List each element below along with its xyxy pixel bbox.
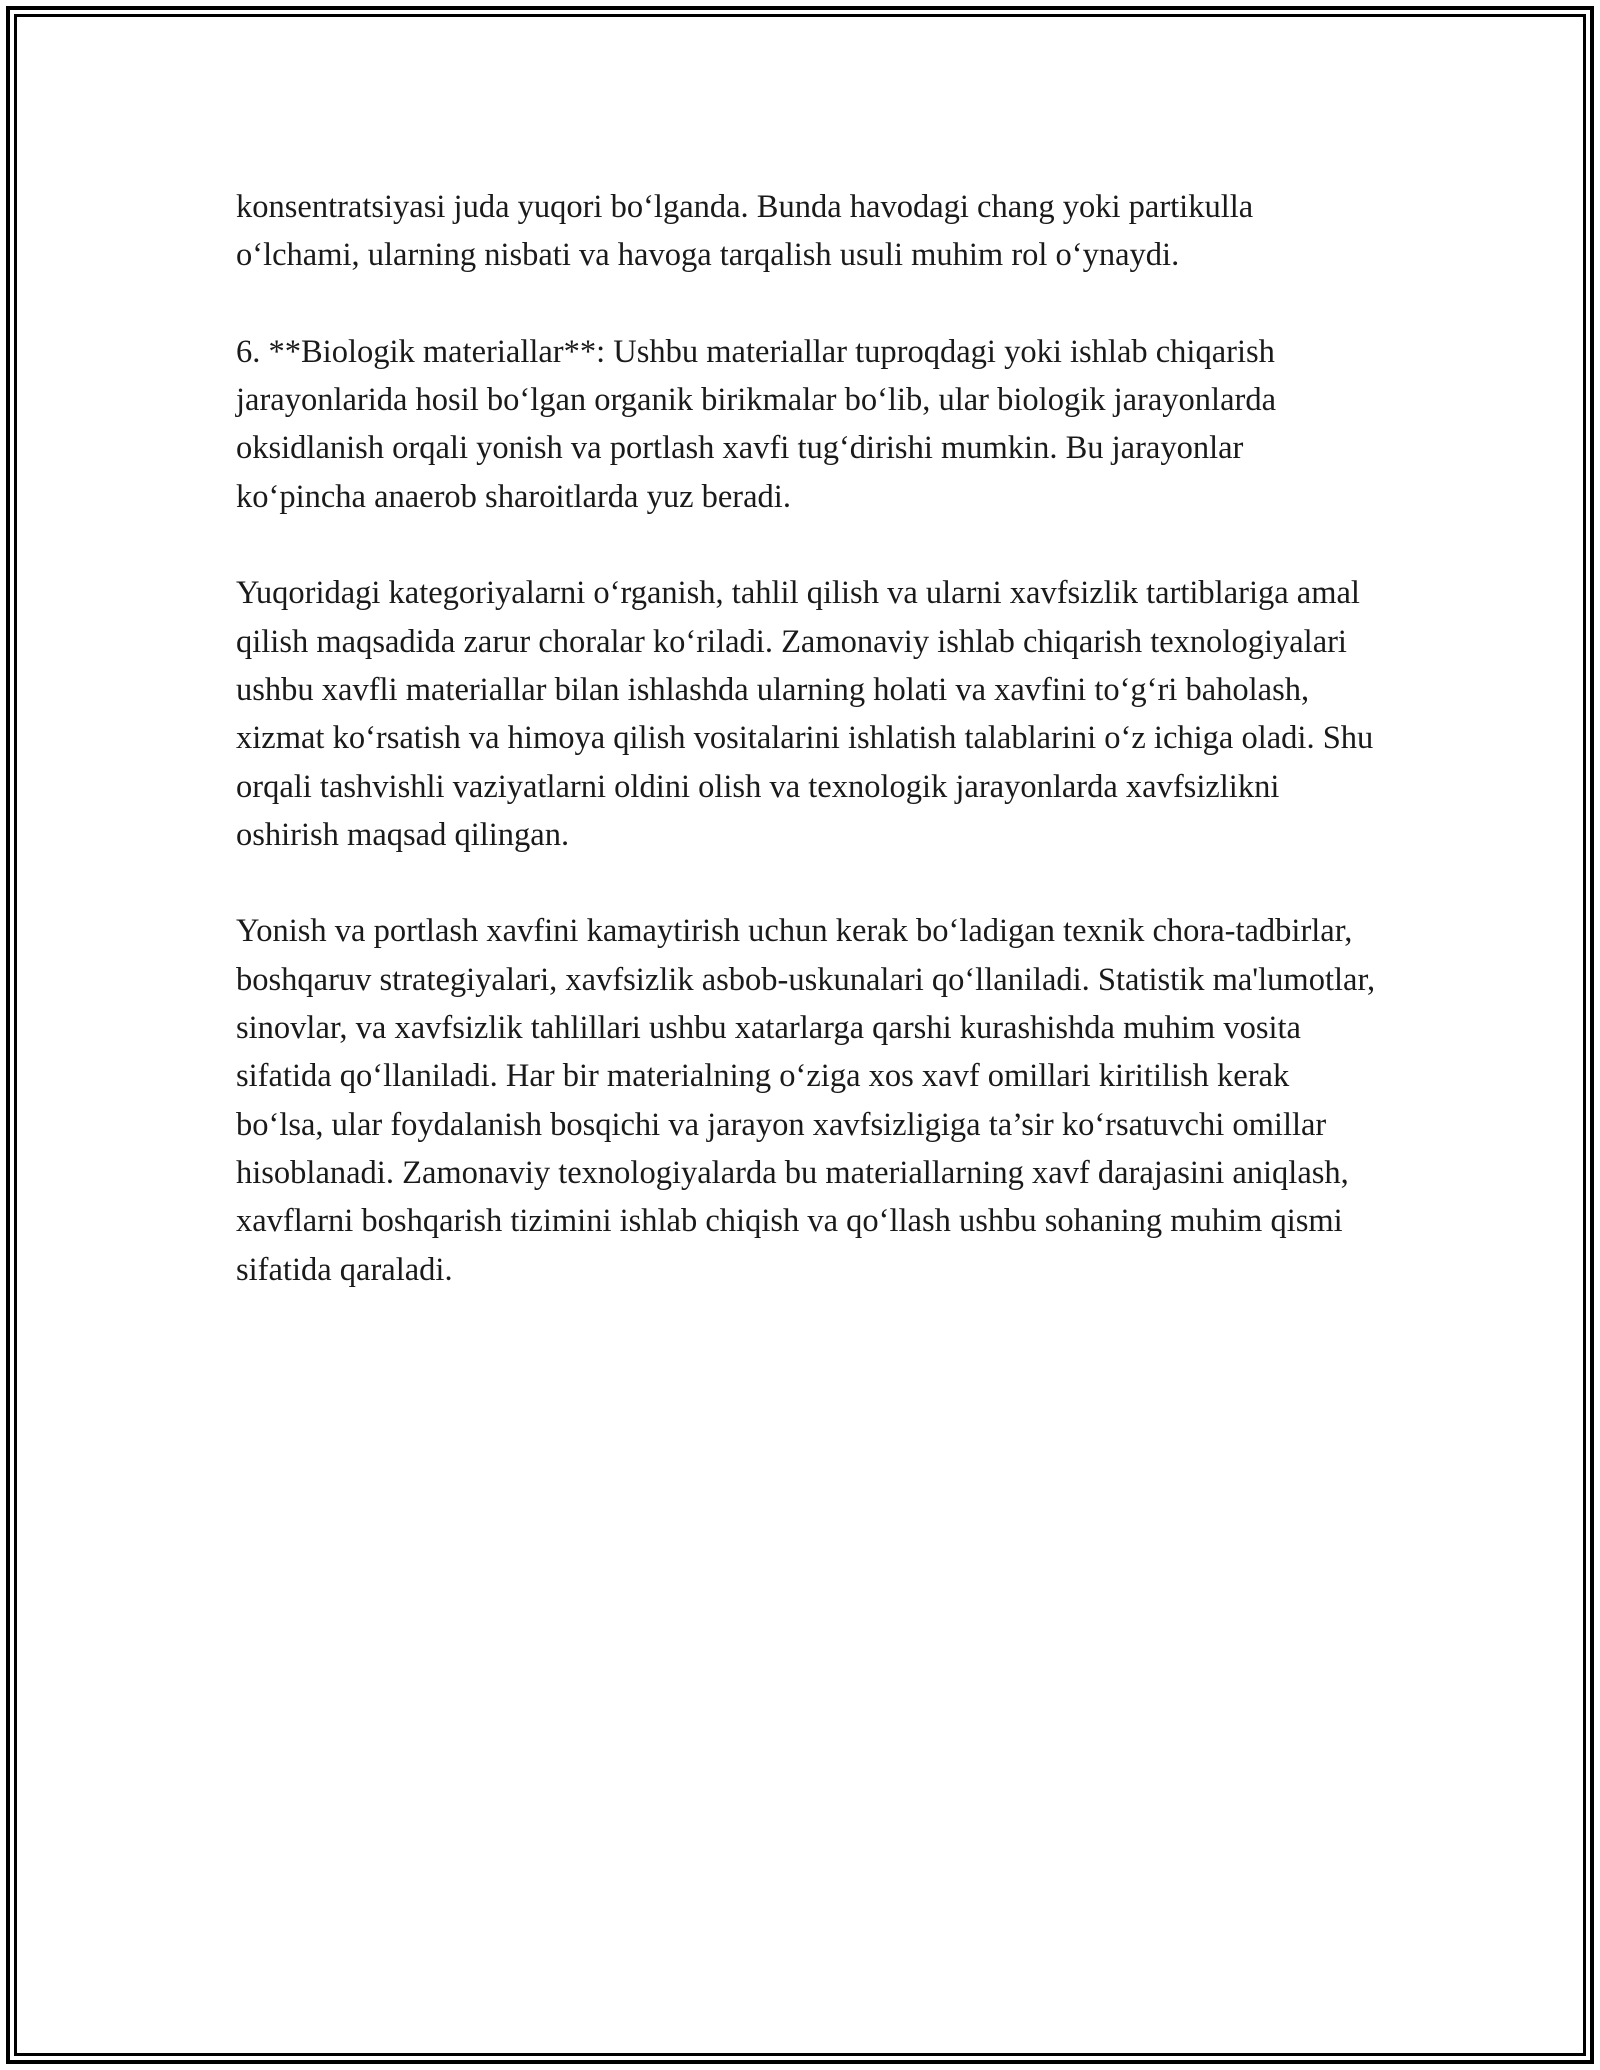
document-body <box>236 183 1376 1294</box>
paragraph-category-analysis: Yuqoridagi kategoriyalarni o‘rganish, tahlil qilish va ularni xavfsizlik tartiblariga amal qilish maqsadida zarur choralar ko‘riladi. Zamonaviy ishlab chiqarish texnologiyalari ushbu xavfli materiallar bilan ishlashda ularning holati va xavfini to‘g‘ri baholash, xizmat ko‘rsatish va himoya qilish vositalarini ishlatish talablarini o‘z ichiga oladi. Shu orqali tashvishli vaziyatlarni oldini olish va texnologik jarayonlarda xavfsizlikni oshirish maqsad qilingan. <box>236 575 1374 853</box>
paragraph-biological-materials: 6. **Biologik materiallar**: Ushbu materiallar tuproqdagi yoki ishlab chiqarish jarayonlarida hosil bo‘lgan organik birikmalar bo‘lib, ular biologik jarayonlarda oksidlanish orqali yonish va portlash xavfi tug‘dirishi mumkin. Bu jarayonlar ko‘pincha anaerob sharoitlarda yuz beradi. <box>236 333 1276 515</box>
paragraph-dust-concentration: konsentratsiyasi juda yuqori bo‘lganda. Bunda havodagi chang yoki partikulla o‘lchami, ularning nisbati va havoga tarqalish usuli muhim rol o‘ynaydi. <box>236 189 1254 274</box>
paragraph-risk-reduction: Yonish va portlash xavfini kamaytirish uchun kerak bo‘ladigan texnik chora-tadbirlar, boshqaruv strategiyalari, xavfsizlik asbob-uskunalari qo‘llaniladi. Statistik ma'lumotlar, sinovlar, va xavfsizlik tahlillari ushbu xatarlarga qarshi kurashishda muhim vosita sifatida qo‘llaniladi. Har bir materialning o‘ziga xos xavf omillari kiritilish kerak bo‘lsa, ular foydalanish bosqichi va jarayon xavfsizligiga ta’sir ko‘rsatuvchi omillar hisoblanadi. Zamonaviy texnologiyalarda bu materiallarning xavf darajasini aniqlash, xavflarni boshqarish tizimini ishlab chiqish va qo‘llash ushbu sohaning muhim qismi sifatida qaraladi. <box>236 913 1376 1288</box>
